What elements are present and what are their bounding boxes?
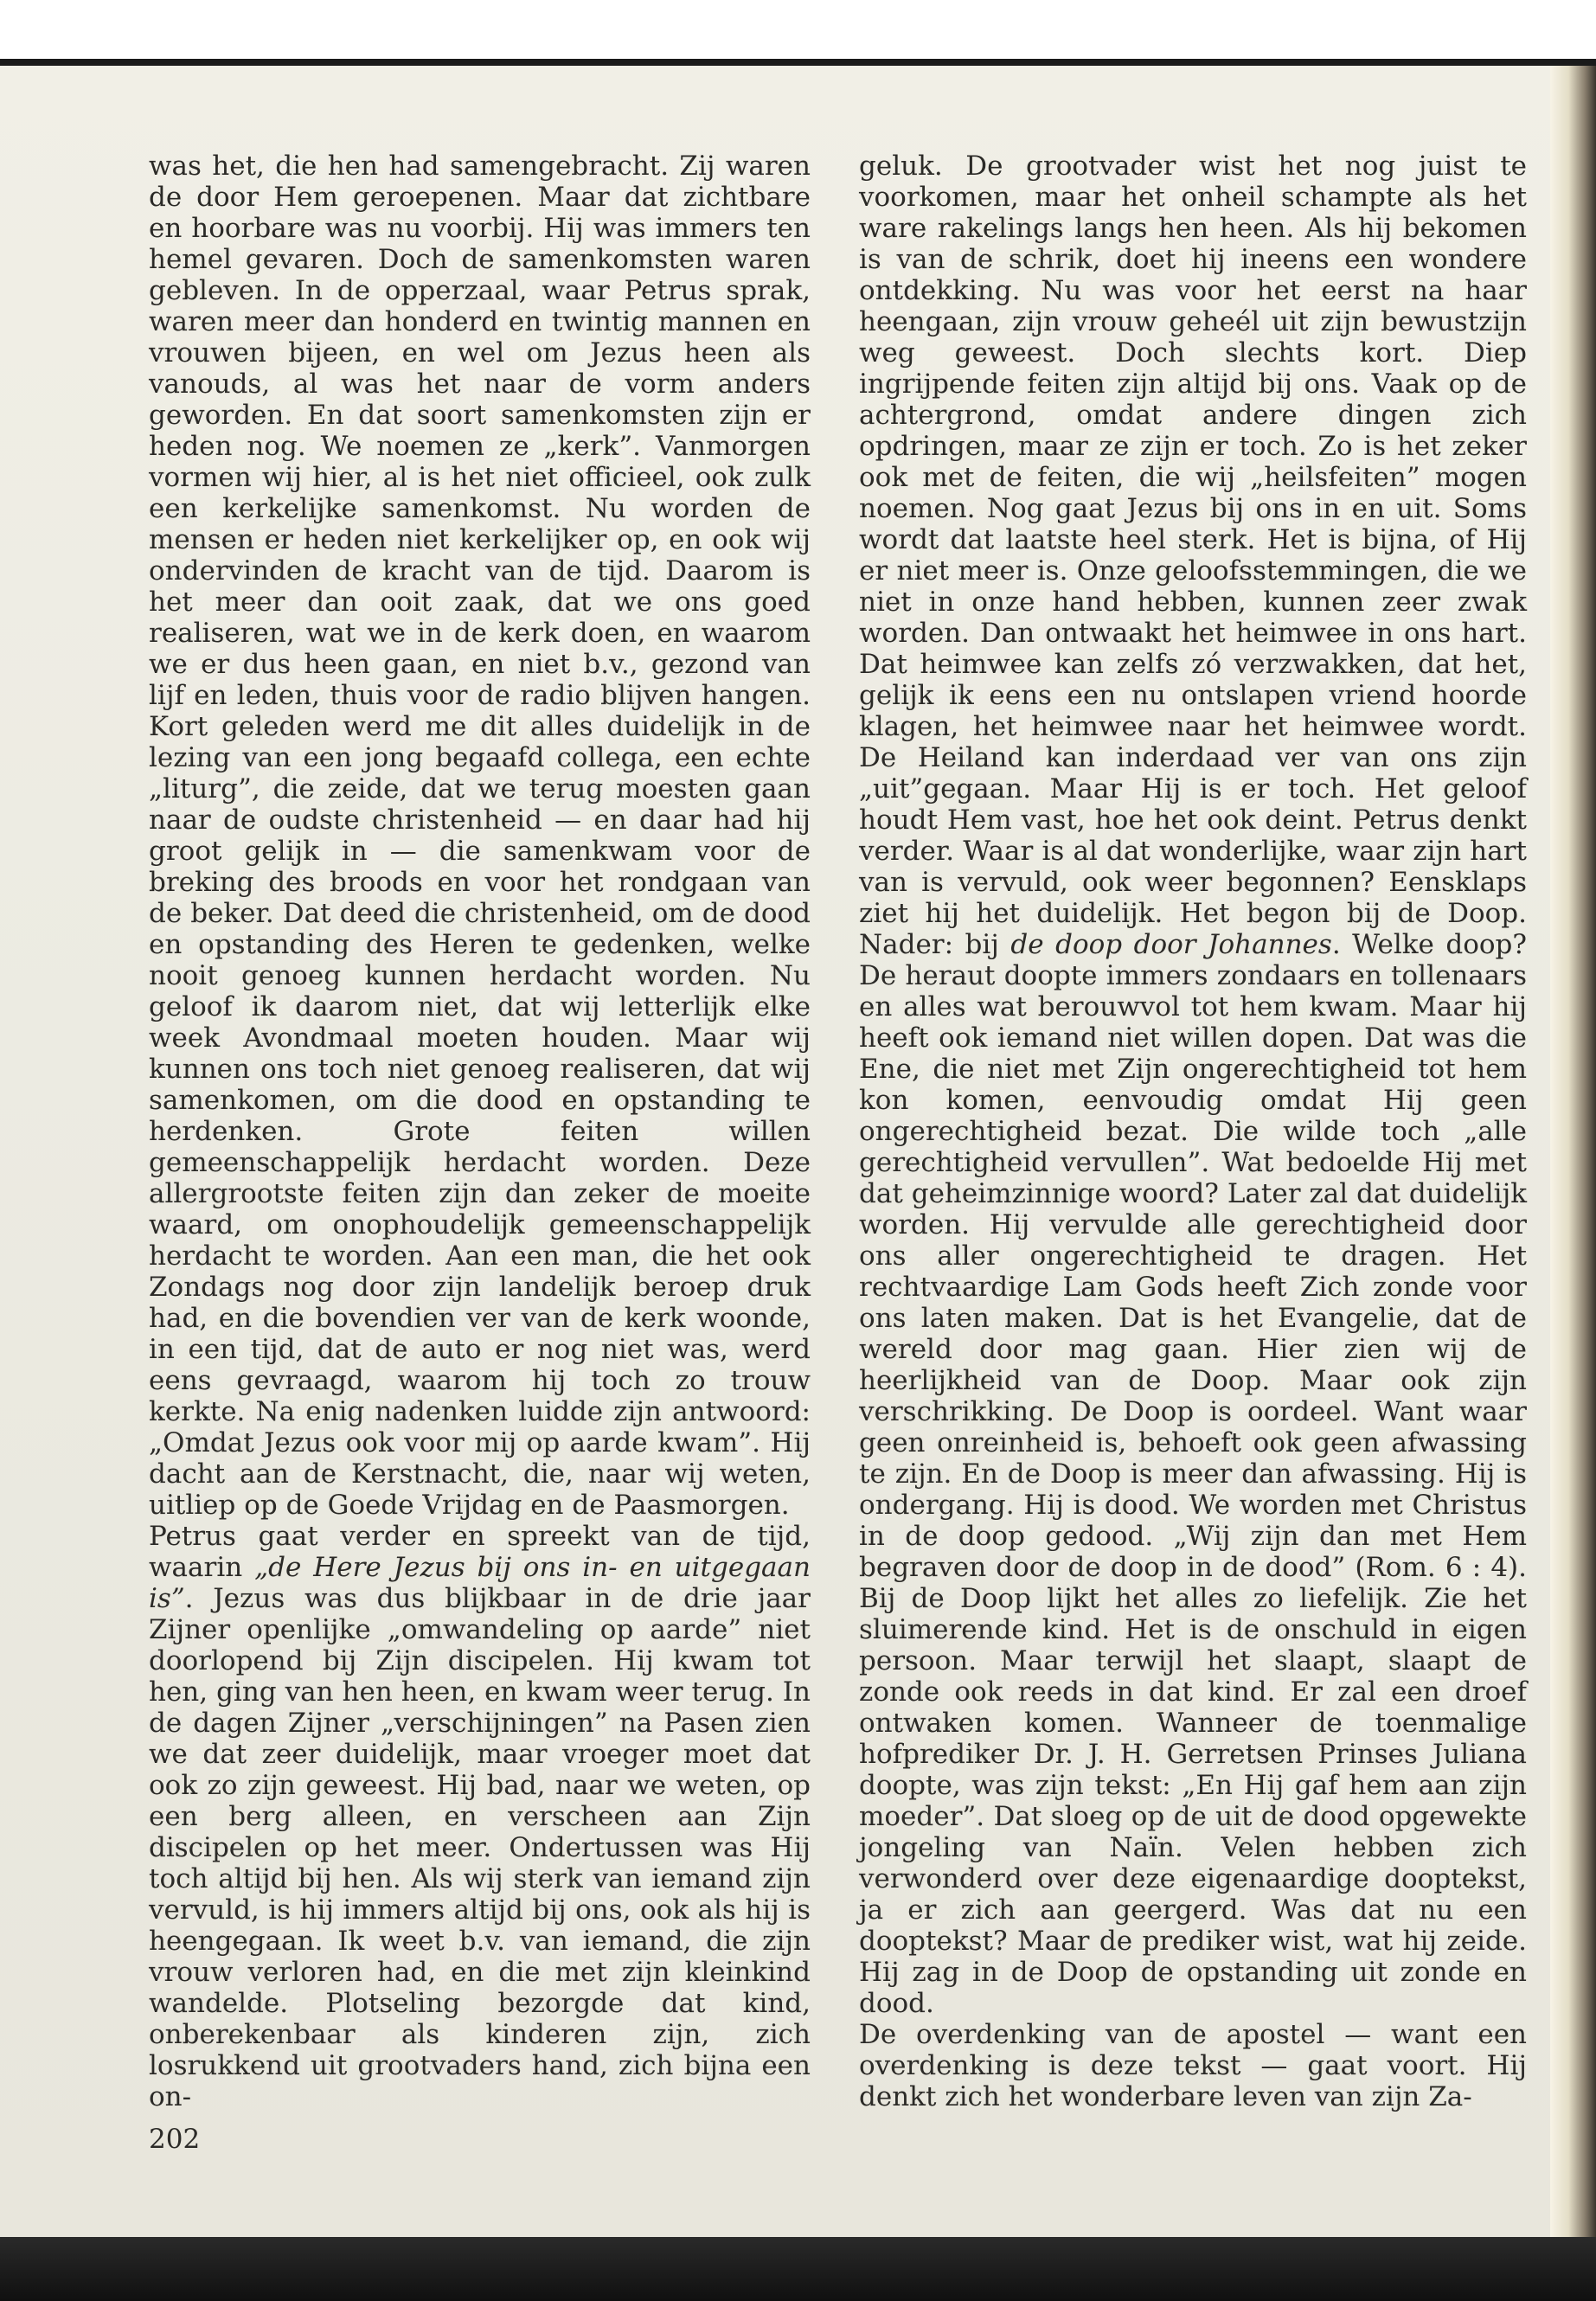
paragraph-text: Petrus gaat verder en spreekt van de tijd, waarin bbox=[149, 1521, 811, 1583]
page-number: 202 bbox=[149, 2124, 201, 2155]
paragraph: De overdenking van de apostel — want een overdenking is deze tekst — gaat voort. Hij denkt zich het wonderbare leven van zijn Za- bbox=[859, 2019, 1527, 2112]
italic-phrase: de doop door Johannes bbox=[1010, 929, 1332, 960]
paragraph bbox=[859, 151, 1527, 2019]
paragraph-text: . Jezus was dus blijkbaar in de drie jaar Zijner openlijke „omwandeling op aarde” niet doorlopend bij Zijn discipelen. Hij kwam tot hen, ging van hen heen, en kwam weer terug. In de dagen Zijner „verschijningen” na Pasen zien we dat zeer duidelijk, maar vroeger moet dat ook zo zijn geweest. Hij bad, naar we weten, op een berg alleen, en verscheen aan Zijn discipelen op het meer. Ondertussen was Hij toch altijd bij hen. Als wij sterk van iemand zijn vervuld, is hij immers altijd bij ons, ook als hij is heengegaan. Ik weet b.v. van iemand, die zijn vrouw verloren had, en die met zijn kleinkind wandelde. Plotseling bezorgde dat kind, onberekenbaar als kinderen zijn, zich losrukkend uit grootvaders hand, zich bijna een on- bbox=[149, 1583, 811, 2112]
quoted-phrase: „de Here Jezus bij ons in- en uitgegaan is” bbox=[149, 1552, 811, 1614]
page-top-edge bbox=[0, 59, 1596, 66]
scan-top-margin bbox=[0, 0, 1596, 59]
paragraph-text: . Welke doop? De heraut doopte immers zondaars en tollenaars en alles wat berouwvol tot hem kwam. Maar hij heeft ook iemand niet willen dopen. Dat was die Ene, die niet met Zijn ongerechtigheid tot hem kon komen, eenvoudig omdat Hij geen ongerechtigheid bezat. Die wilde toch „alle gerechtigheid vervullen”. Wat bedoelde Hij met dat geheimzinnige woord? Later zal dat duidelijk worden. Hij vervulde alle gerechtigheid door ons aller ongerechtigheid te dragen. Het rechtvaardige Lam Gods heeft Zich zonde voor ons laten maken. Dat is het Evangelie, dat de wereld door mag gaan. Hier zien wij de heerlijkheid van de Doop. Maar ook zijn verschrikking. De Doop is oordeel. Want waar geen onreinheid is, behoeft ook geen afwassing te zijn. En de Doop is meer dan afwassing. Hij is ondergang. Hij is dood. We worden met Christus in de doop gedood. „Wij zijn dan met Hem begraven door de doop in de dood” (Rom. 6 : 4). Bij de Doop lijkt het alles zo liefelijk. Zie het sluimerende kind. Het is de onschuld in eigen persoon. Maar terwijl het slaapt, slaapt de zonde ook reeds in dat kind. Er zal een droef ontwaken komen. Wanneer de toenmalige hofprediker Dr. J. H. Gerretsen Prinses Juliana doopte, was zijn tekst: „En Hij gaf hem aan zijn moeder”. Dat sloeg op de uit de dood opgewekte jongeling van Naïn. Velen hebben zich verwonderd over deze eigenaardige dooptekst, ja er zich aan geergerd. Was dat nu een dooptekst? Maar de prediker wist, wat hij zeide. Hij zag in de Doop de opstanding uit zonde en dood. bbox=[859, 929, 1528, 2019]
paragraph: was het, die hen had samengebracht. Zij waren de door Hem geroepenen. Maar dat zichtbare en hoorbare was nu voorbij. Hij was immers ten hemel gevaren. Doch de samenkomsten waren gebleven. In de opperzaal, waar Petrus sprak, waren meer dan honderd en twintig mannen en vrouwen bijeen, en wel om Jezus heen als vanouds, al was het naar de vorm anders geworden. En dat soort samenkomsten zijn er heden nog. We noemen ze „kerk”. Vanmorgen vormen wij hier, al is het niet officieel, ook zulk een kerkelijke samenkomst. Nu worden de mensen er heden niet kerkelijker op, en ook wij ondervinden de kracht van de tijd. Daarom is het meer dan ooit zaak, dat we ons goed realiseren, wat we in de kerk doen, en waarom we er dus heen gaan, en niet b.v., gezond van lijf en leden, thuis voor de radio blijven hangen. Kort geleden werd me dit alles duidelijk in de lezing van een jong begaafd collega, een echte „liturg”, die zeide, dat we terug moesten gaan naar de oudste christenheid — en daar had hij groot gelijk in — die samenkwam voor de breking des broods en voor het rondgaan van de beker. Dat deed die christenheid, om de dood en opstanding des Heren te gedenken, welke nooit genoeg kunnen herdacht worden. Nu geloof ik daarom niet, dat wij letterlijk elke week Avondmaal moeten houden. Maar wij kunnen ons toch niet genoeg realiseren, dat wij samenkomen, om die dood en opstanding te herdenken. Grote feiten willen gemeenschappelijk herdacht worden. Deze allergrootste feiten zijn dan zeker de moeite waard, om onophoudelijk gemeenschappelijk herdacht te worden. Aan een man, die het ook Zondags nog door zijn landelijk beroep druk had, en die bovendien ver van de kerk woonde, in een tijd, dat de auto er nog niet was, werd eens gevraagd, waarom hij toch zo trouw kerkte. Na enig nadenken luidde zijn antwoord: „Omdat Jezus ook voor mij op aarde kwam”. Hij dacht aan de Kerstnacht, die, naar wij weten, uitliep op de Goede Vrijdag en de Paasmorgen. bbox=[149, 151, 811, 1521]
scan-bottom-edge bbox=[0, 2237, 1596, 2301]
paragraph bbox=[149, 1521, 811, 2112]
book-spine-edge bbox=[1550, 66, 1596, 2237]
left-text-column bbox=[149, 151, 811, 2112]
paragraph-text: geluk. De grootvader wist het nog juist te voorkomen, maar het onheil schampte als het ware rakelings langs hen heen. Als hij bekomen is van de schrik, doet hij ineens een wondere ontdekking. Nu was voor het eerst na haar heengaan, zijn vrouw geheél uit zijn bewustzijn weg geweest. Doch slechts kort. Diep ingrijpende feiten zijn altijd bij ons. Vaak op de achtergrond, omdat andere dingen zich opdringen, maar ze zijn er toch. Zo is het zeker ook met de feiten, die wij „heilsfeiten” mogen noemen. Nog gaat Jezus bij ons in en uit. Soms wordt dat laatste heel sterk. Het is bijna, of Hij er niet meer is. Onze geloofsstemmingen, die we niet in onze hand hebben, kunnen zeer zwak worden. Dan ontwaakt het heimwee in ons hart. Dat heimwee kan zelfs zó verzwakken, dat het, gelijk ik eens een nu ontslapen vriend hoorde klagen, het heimwee naar het heimwee wordt. De Heiland kan inderdaad ver van ons zijn „uit”gegaan. Maar Hij is er toch. Het geloof houdt Hem vast, hoe het ook deint. Petrus denkt verder. Waar is al dat wonderlijke, waar zijn hart van is vervuld, ook weer begonnen? Eensklaps ziet hij het duidelijk. Het begon bij de Doop. Nader: bij bbox=[859, 151, 1527, 960]
right-text-column bbox=[859, 151, 1527, 2112]
